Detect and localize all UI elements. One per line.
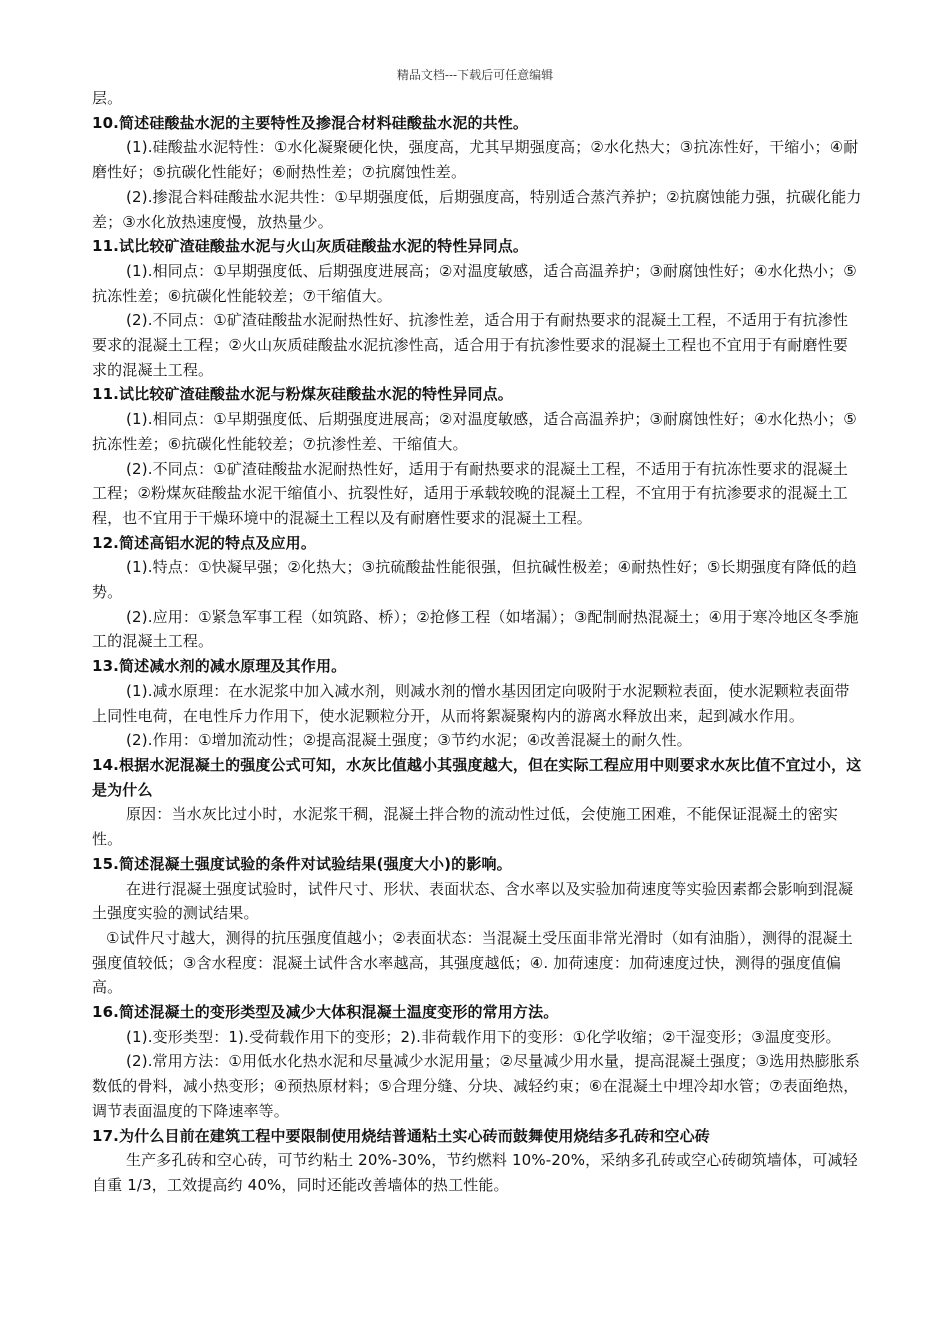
- question-heading: 10.简述硅酸盐水泥的主要特性及掺混合材料硅酸盐水泥的共性。: [92, 113, 529, 132]
- body-paragraph: (2).应用：①紧急军事工程（如筑路、桥）；②抢修工程（如堵漏）；③配制耐热混凝土；④用于寒冷地区冬季施工的混凝土工程。: [92, 607, 859, 651]
- body-paragraph: (1).特点：①快凝早强；②化热大；③抗硫酸盐性能很强，但抗碱性极差；④耐热性好；⑤长期强度有降低的趋势。: [92, 558, 857, 602]
- question-heading: 13.简述减水剂的减水原理及其作用。: [92, 657, 347, 676]
- body-paragraph: (2).掺混合料硅酸盐水泥共性：①早期强度低，后期强度高，特别适合蒸汽养护；②抗腐蚀能力强，抗碳化能力差；③水化放热速度慢，放热量少。: [92, 187, 862, 231]
- body-paragraph: 层。: [92, 89, 123, 107]
- body-paragraph: (1).变形类型：1).受荷载作用下的变形；2).非荷载作用下的变形：①化学收缩；②干湿变形；③温度变形。: [126, 1027, 841, 1046]
- question-heading: 12.简述高铝水泥的特点及应用。: [92, 533, 316, 552]
- question-heading: 11.试比较矿渣硅酸盐水泥与粉煤灰硅酸盐水泥的特性异同点。: [92, 385, 513, 404]
- question-heading: 16.简述混凝土的变形类型及减少大体积混凝土温度变形的常用方法。: [92, 1003, 559, 1022]
- question-heading: 11.试比较矿渣硅酸盐水泥与火山灰质硅酸盐水泥的特性异同点。: [92, 237, 529, 256]
- question-heading: 14.根据水泥混凝土的强度公式可知，水灰比值越小其强度越大，但在实际工程应用中则要求水灰比值不宜过小，这是为什么: [92, 755, 862, 799]
- body-paragraph: (1).硅酸盐水泥特性：①水化凝聚硬化快，强度高，尤其早期强度高；②水化热大；③抗冻性好，干缩小；④耐磨性好；⑤抗碳化性能好；⑥耐热性差；⑦抗腐蚀性差。: [92, 138, 859, 182]
- body-paragraph: (1).减水原理：在水泥浆中加入减水剂，则减水剂的憎水基因团定向吸附于水泥颗粒表面，使水泥颗粒表面带上同性电荷，在电性斥力作用下，使水泥颗粒分开，从而将絮凝聚构内的游离水释放出来，起到减水作用。: [92, 681, 850, 725]
- body-paragraph: (2).常用方法：①用低水化热水泥和尽量减少水泥用量；②尽量减少用水量，提高混凝土强度；③选用热膨胀系数低的骨料，减小热变形；④预热原材料；⑤合理分缝、分块、减轻约束；⑥在混凝土中埋冷却水管；⑦表面绝热，调节表面温度的下降速率等。: [92, 1052, 861, 1120]
- body-paragraph: (2).不同点：①矿渣硅酸盐水泥耐热性好、抗渗性差，适合用于有耐热要求的混凝土工程，不适用于有抗渗性要求的混凝土工程；②火山灰质硅酸盐水泥抗渗性高，适合用于有抗渗性要求的混凝土工程也不宜用于有耐磨性要求的混凝土工程。: [92, 311, 848, 379]
- body-paragraph: ①试件尺寸越大，测得的抗压强度值越小；②表面状态：当混凝土受压面非常光滑时（如有油脂），测得的混凝土强度值较低；③含水程度：混凝土试件含水率越高，其强度越低；④. 加荷速度：加荷速度过快，测得的强度值偏高。: [92, 928, 853, 997]
- document-body: [92, 86, 862, 1198]
- body-paragraph: (2).作用：①增加流动性；②提高混凝土强度；③节约水泥；④改善混凝土的耐久性。: [126, 731, 692, 750]
- body-paragraph: (2).不同点：①矿渣硅酸盐水泥耐热性好，适用于有耐热要求的混凝土工程，不适用于有抗冻性要求的混凝土工程；②粉煤灰硅酸盐水泥干缩值小、抗裂性好，适用于承载较晚的混凝土工程，不宜用于有抗渗要求的混凝土工程，也不宜用于干燥环境中的混凝土工程以及有耐磨性要求的混凝土工程。: [92, 459, 848, 527]
- page-header: 精品文档---下载后可任意编辑: [396, 68, 554, 82]
- body-paragraph: 生产多孔砖和空心砖，可节约粘土 20%-30%，节约燃料 10%-20%，采纳多孔砖或空心砖砌筑墙体，可减轻自重 1/3，工效提高约 40%，同时还能改善墙体的热工性能。: [92, 1151, 858, 1194]
- question-heading: 17.为什么目前在建筑工程中要限制使用烧结普通粘土实心砖而鼓舞使用烧结多孔砖和空心砖: [92, 1126, 710, 1145]
- body-paragraph: 原因：当水灰比过小时，水泥浆干稠，混凝土拌合物的流动性过低，会使施工困难，不能保证混凝土的密实性。: [92, 805, 839, 849]
- body-paragraph: (1).相同点：①早期强度低、后期强度进展高；②对温度敏感，适合高温养护；③耐腐蚀性好；④水化热小；⑤抗冻性差；⑥抗碳化性能较差；⑦干缩值大。: [92, 261, 857, 305]
- body-paragraph: 在进行混凝土强度试验时，试件尺寸、形状、表面状态、含水率以及实验加荷速度等实验因素都会影响到混凝土强度实验的测试结果。: [92, 879, 854, 923]
- body-paragraph: (1).相同点：①早期强度低、后期强度进展高；②对温度敏感，适合高温养护；③耐腐蚀性好；④水化热小；⑤抗冻性差；⑥抗碳化性能较差；⑦抗渗性差、干缩值大。: [92, 410, 857, 453]
- question-heading: 15.简述混凝土强度试验的条件对试验结果(强度大小)的影响。: [92, 854, 512, 873]
